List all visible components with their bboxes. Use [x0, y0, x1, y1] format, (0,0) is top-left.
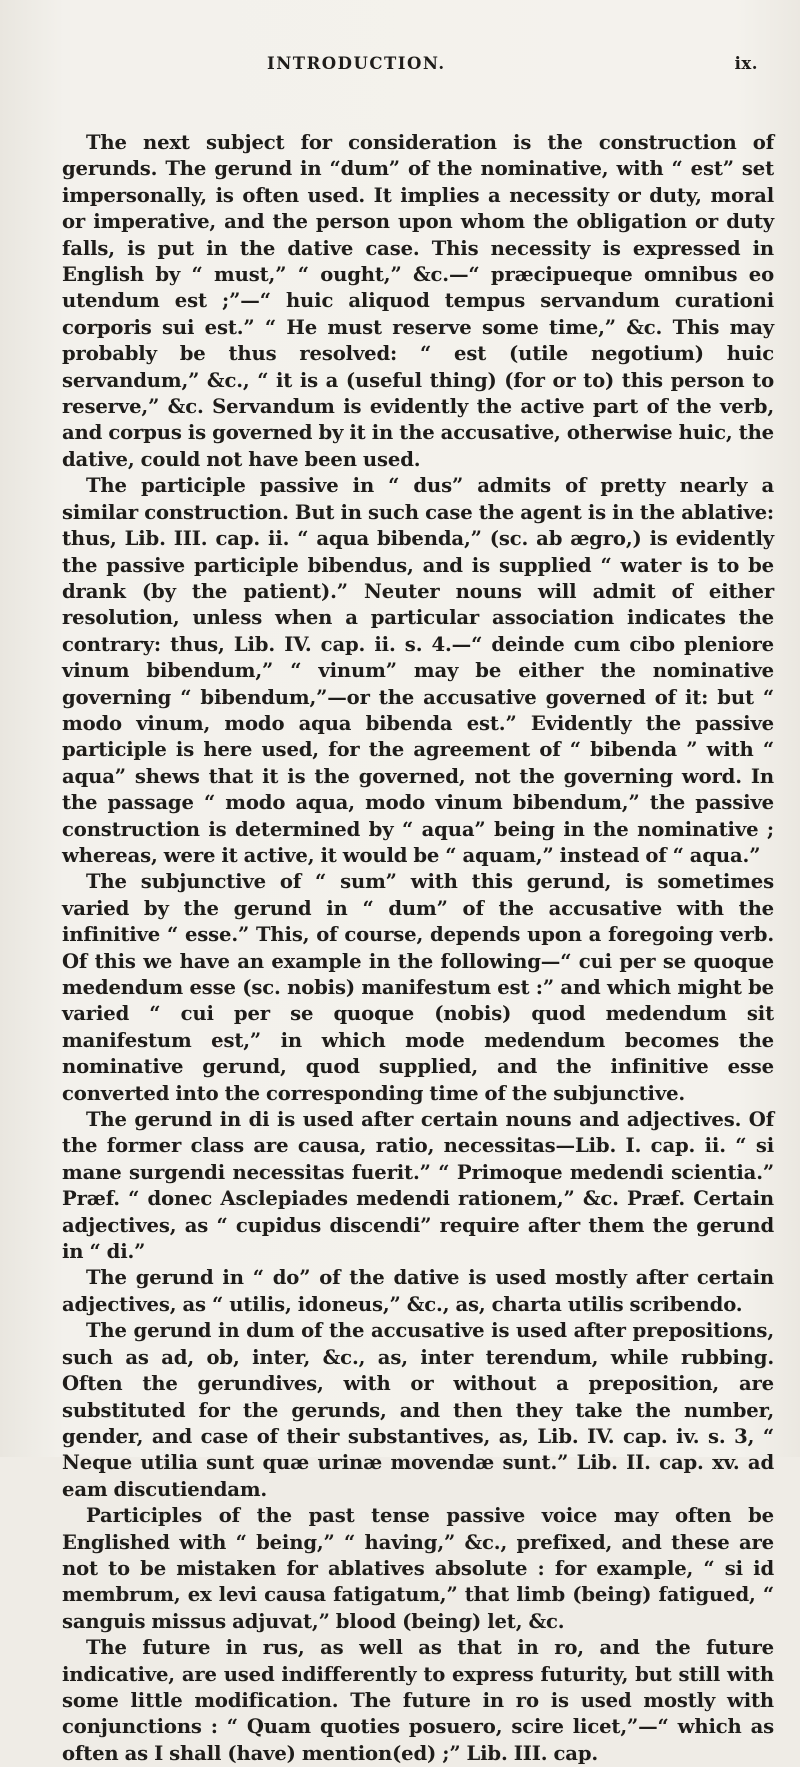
paragraph-subjunctive-sum: The subjunctive of “ sum” with this gerund, is sometimes varied by the gerund in “ dum” of the accusative with the infinitive “ esse.” This, of course, depends upon a foregoing verb. Of this we have an example in the following—“ cui per se quoque medendum esse (sc. nobis) manifestum est :” and which might be varied “ cui per se quoque (nobis) quod medendum sit manifestum est,” in which mode medendum becomes the nominative gerund, quod supplied, and the infinitive esse converted into the corresponding time of the subjunctive.: [62, 870, 774, 1105]
paragraph-gerund-do: The gerund in “ do” of the dative is used mostly after certain adjectives, as “ utilis, idoneus,” &c., as, charta utilis scribendo.: [62, 1266, 774, 1316]
paragraph-gerund-accusative: The gerund in dum of the accusative is used after prepositions, such as ad, ob, inter, &c., as, inter terendum, while rubbing. Often the gerundives, with or without a preposition, are substituted for the gerunds, and then they take the number, gender, and case of their substantives, as, Lib. IV. cap. iv. s. 3, “ Neque utilia sunt quæ urinæ movendæ sunt.” Lib. II. cap. xv. ad eam discutiendam.: [62, 1319, 774, 1501]
body-text: [62, 130, 774, 1767]
paragraph-gerund-dum: The next subject for consideration is the construction of gerunds. The gerund in “dum” of the nominative, with “ est” set impersonally, is often used. It implies a necessity or duty, moral or imperative, and the person upon whom the obligation or duty falls, is put in the dative case. This necessity is expressed in English by “ must,” “ ought,” &c.—“ præcipueque omnibus eo utendum est ;”—“ huic aliquod tempus servandum curationi corporis sui est.” “ He must reserve some time,” &c. This may probably be thus resolved: “ est (utile negotium) huic servandum,” &c., “ it is a (useful thing) (for or to) this person to reserve,” &c. Servandum is evidently the active part of the verb, and corpus is governed by it in the accusative, otherwise huic, the dative, could not have been used.: [62, 131, 774, 471]
paragraph-future-rus: The future in rus, as well as that in ro, and the future indicative, are used indifferently to express futurity, but still with some little modification. The future in ro is used mostly with conjunctions : “ Quam quoties posuero, scire licet,”—“ which as often as I shall (have) mention(ed) ;” Lib. III. cap.: [62, 1636, 774, 1765]
page-number: ix.: [734, 54, 758, 73]
paragraph-past-participles: Participles of the past tense passive voice may often be Englished with “ being,” “ having,” &c., prefixed, and these are not to be mistaken for ablatives absolute : for example, “ si id membrum, ex levi causa fatigatum,” that limb (being) fatigued, “ sanguis missus adjuvat,” blood (being) let, &c.: [62, 1504, 774, 1633]
running-header: [62, 54, 760, 80]
running-title: INTRODUCTION.: [267, 54, 446, 73]
paragraph-gerund-di: The gerund in di is used after certain nouns and adjectives. Of the former class are causa, ratio, necessitas—Lib. I. cap. ii. “ si mane surgendi necessitas fuerit.” “ Primoque medendi scientia.” Præf. “ donec Asclepiades medendi rationem,” &c. Præf. Certain adjectives, as “ cupidus discendi” require after them the gerund in “ di.”: [62, 1108, 774, 1264]
paragraph-participle-dus: The participle passive in “ dus” admits of pretty nearly a similar construction. But in such case the agent is in the ablative: thus, Lib. III. cap. ii. “ aqua bibenda,” (sc. ab ægro,) is evidently the passive participle bibendus, and is supplied “ water is to be drank (by the patient).” Neuter nouns will admit of either resolution, unless when a particular association indicates the contrary: thus, Lib. IV. cap. ii. s. 4.—“ deinde cum cibo pleniore vinum bibendum,” “ vinum” may be either the nominative governing “ bibendum,”—or the accusative governed of it: but “ modo vinum, modo aqua bibenda est.” Evidently the passive participle is here used, for the agreement of “ bibenda ” with “ aqua” shews that it is the governed, not the governing word. In the passage “ modo aqua, modo vinum bibendum,” the passive construction is determined by “ aqua” being in the nominative ; whereas, were it active, it would be “ aquam,” instead of “ aqua.”: [62, 474, 774, 867]
